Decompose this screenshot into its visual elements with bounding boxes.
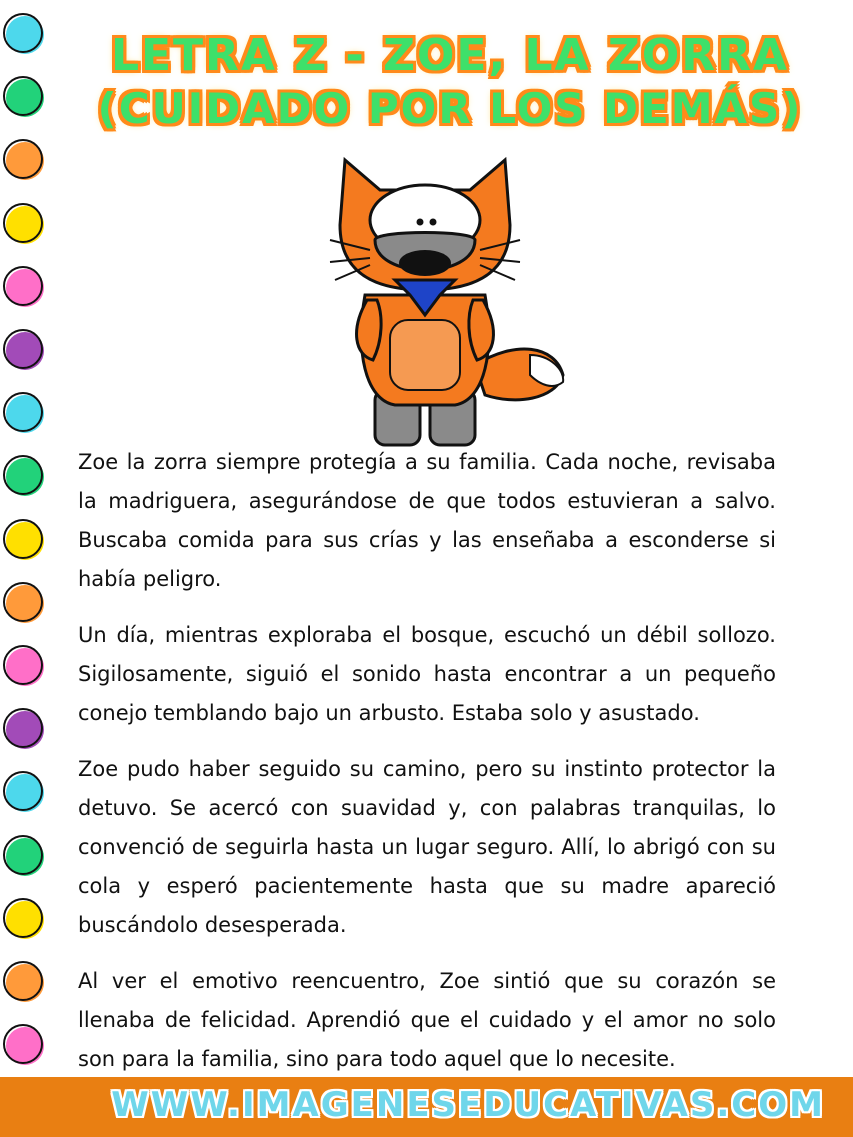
decorative-dot: [6, 269, 44, 307]
decorative-dot: [6, 332, 44, 370]
fox-character-icon: [325, 150, 570, 450]
decorative-dot: [6, 648, 44, 686]
decorative-dot: [6, 206, 44, 244]
decorative-dot: [6, 1027, 44, 1065]
decorative-dot: [6, 79, 44, 117]
decorative-dot: [6, 16, 44, 54]
decorative-dot: [6, 458, 44, 496]
story-paragraph-1: Zoe la zorra siempre protegía a su familia. Cada noche, revisaba la madriguera, asegurándose de que todos estuvieran a salvo. Buscaba comida para sus crías y las enseñaba a esconderse si había peligro.: [78, 450, 776, 591]
decorative-dot: [6, 838, 44, 876]
decorative-dot: [6, 774, 44, 812]
page-title-line-2: (CUIDADO POR LOS DEMÁS): [97, 84, 803, 133]
story-paragraph-3: Zoe pudo haber seguido su camino, pero su instinto protector la detuvo. Se acercó con suavidad y, con palabras tranquilas, lo convenció de seguirla hasta un lugar seguro. Allí, lo abrigó con su cola y esperó pacientemente hasta que su madre apareció buscándolo desesperada.: [78, 757, 776, 937]
decorative-dot: [6, 711, 44, 749]
footer-bar: [0, 1077, 853, 1137]
page-title-line-1: LETRA Z - ZOE, LA ZORRA: [110, 30, 790, 81]
website-url[interactable]: WWW.IMAGENESEDUCATIVAS.COM: [111, 1085, 825, 1125]
story-text: [78, 443, 776, 1096]
decorative-dot: [6, 585, 44, 623]
decorative-dot: [6, 522, 44, 560]
story-paragraph-2: Un día, mientras exploraba el bosque, escuchó un débil sollozo. Sigilosamente, siguió el sonido hasta encontrar a un pequeño conejo temblando bajo un arbusto. Estaba solo y asustado.: [78, 623, 776, 725]
decorative-dot: [6, 142, 44, 180]
decorative-dot: [6, 964, 44, 1002]
decorative-dot: [6, 395, 44, 433]
story-paragraph-4: Al ver el emotivo reencuentro, Zoe sintió que su corazón se llenaba de felicidad. Aprendió que el cuidado y el amor no solo son para la familia, sino para todo aquel que lo necesite.: [78, 969, 776, 1071]
decorative-dot: [6, 901, 44, 939]
